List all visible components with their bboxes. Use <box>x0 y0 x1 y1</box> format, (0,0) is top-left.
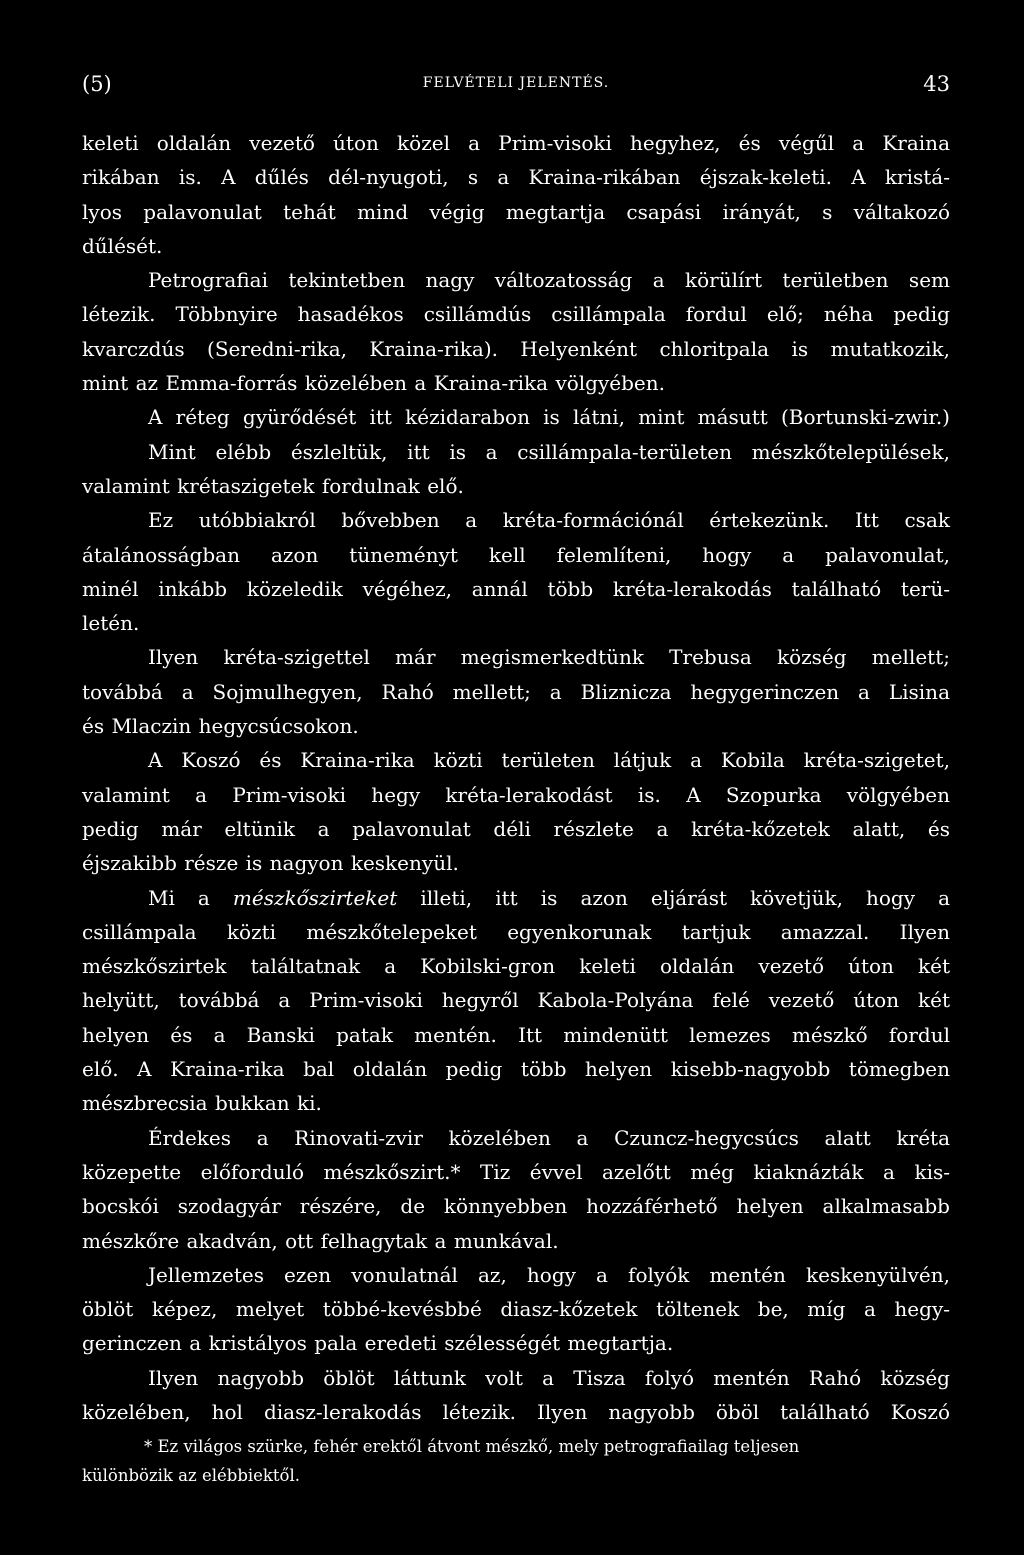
text-line: közepette előforduló mészkőszirt.* Tiz évvel azelőtt még kiaknázták a kis- <box>82 1159 950 1184</box>
text-line: átalánosságban azon tüneményt kell felemlíteni, hogy a palavonulat, <box>82 542 950 567</box>
text-line: valamint krétaszigetek fordulnak elő. <box>82 473 464 498</box>
text-line: Ilyen nagyobb öblöt láttunk volt a Tisza folyó mentén Rahó község <box>148 1365 950 1390</box>
text-line: közelében, hol diasz-lerakodás létezik. Ilyen nagyobb öböl található Koszó <box>82 1399 950 1424</box>
text-line: kvarczdús (Seredni-rika, Kraina-rika). Helyenként chloritpala is mutatkozik, <box>82 336 950 361</box>
text-line: gerinczen a kristályos pala eredeti szélességét megtartja. <box>82 1331 674 1356</box>
text-line: letén. <box>82 611 140 636</box>
running-header <box>82 72 950 102</box>
text-line: mészkőszirtek találtatnak a Kobilski-gron keleti oldalán vezető úton két <box>82 954 950 979</box>
text-line: valamint a Prim-visoki hegy kréta-lerakodást is. A Szopurka völgyében <box>82 782 950 807</box>
body-text <box>82 126 950 1429</box>
text-line: Ez utóbbiakról bővebben a kréta-formációnál értekezünk. Itt csak <box>148 508 950 533</box>
text-line: Mi a mészkőszirteket illeti, itt is azon eljárást követjük, hogy a <box>148 885 951 910</box>
page-number: 43 <box>923 72 950 96</box>
footnote-line: * Ez világos szürke, fehér erektől átvont mészkő, mely petrografiailag teljesen <box>144 1437 800 1456</box>
text-line: Petrografiai tekintetben nagy változatosság a körülírt területben sem <box>148 268 950 293</box>
text-line: dűlését. <box>82 233 163 258</box>
text-line: elő. A Kraina-rika bal oldalán pedig több helyen kisebb-nagyobb tömegben <box>82 1057 950 1082</box>
text-line: Jellemzetes ezen vonulatnál az, hogy a folyók mentén keskenyülvén, <box>148 1262 950 1287</box>
text-line: mészkőre akadván, ott felhagytak a munkával. <box>82 1228 559 1253</box>
text-line: mészbrecsia bukkan ki. <box>82 1091 322 1116</box>
text-line: keleti oldalán vezető úton közel a Prim-visoki hegyhez, és végűl a Kraina <box>82 131 950 155</box>
text-line: csillámpala közti mészkőtelepeket egyenkorunak tartjuk amazzal. Ilyen <box>82 919 950 944</box>
running-title: FELVÉTELI JELENTÉS. <box>422 75 610 91</box>
text-line: mint az Emma-forrás közelében a Kraina-rika völgyében. <box>82 371 665 396</box>
text-line: helyütt, továbbá a Prim-visoki hegyről Kabola-Polyána felé vezető úton két <box>82 988 950 1013</box>
text-line: A réteg gyürődését itt kézidarabon is látni, mint másutt (Bortunski-zwir.) <box>148 405 950 430</box>
text-line: éjszakibb része is nagyon keskenyül. <box>82 851 459 876</box>
text-line: A Koszó és Kraina-rika közti területen látjuk a Kobila kréta-szigetet, <box>148 748 950 773</box>
section-number: (5) <box>82 72 112 96</box>
text-line: továbbá a Sojmulhegyen, Rahó mellett; a Bliznicza hegygerinczen a Lisina <box>82 679 950 704</box>
text-line: lyos palavonulat tehát mind végig megtartja csapási irányát, s váltakozó <box>82 199 950 224</box>
text-line: és Mlaczin hegycsúcsokon. <box>82 714 359 739</box>
footnote-line: különbözik az elébbiektől. <box>82 1466 301 1485</box>
text-line: Mint elébb észleltük, itt is a csillámpala-területen mészkőtelepülések, <box>148 439 950 464</box>
text-line: helyen és a Banski patak mentén. Itt mindenütt lemezes mészkő fordul <box>82 1022 950 1047</box>
text-line: Ilyen kréta-szigettel már megismerkedtünk Trebusa község mellett; <box>148 645 950 670</box>
footnote <box>82 1432 950 1490</box>
text-line: pedig már eltünik a palavonulat déli részlete a kréta-kőzetek alatt, és <box>82 816 950 841</box>
text-line: rikában is. A dűlés dél-nyugoti, s a Kraina-rikában éjszak-keleti. A kristá- <box>82 165 950 190</box>
text-line: minél inkább közeledik végéhez, annál több kréta-lerakodás található terü- <box>82 576 950 601</box>
text-line: létezik. Többnyire hasadékos csillámdús csillámpala fordul elő; néha pedig <box>82 302 950 327</box>
text-line: bocskói szodagyár részére, de könnyebben hozzáférhető helyen alkalmasabb <box>82 1194 950 1219</box>
text-line: Érdekes a Rinovati-zvir közelében a Czuncz-hegycsúcs alatt kréta <box>148 1125 950 1150</box>
text-line: öblöt képez, melyet többé-kevésbbé diasz-kőzetek töltenek be, míg a hegy- <box>82 1297 950 1322</box>
